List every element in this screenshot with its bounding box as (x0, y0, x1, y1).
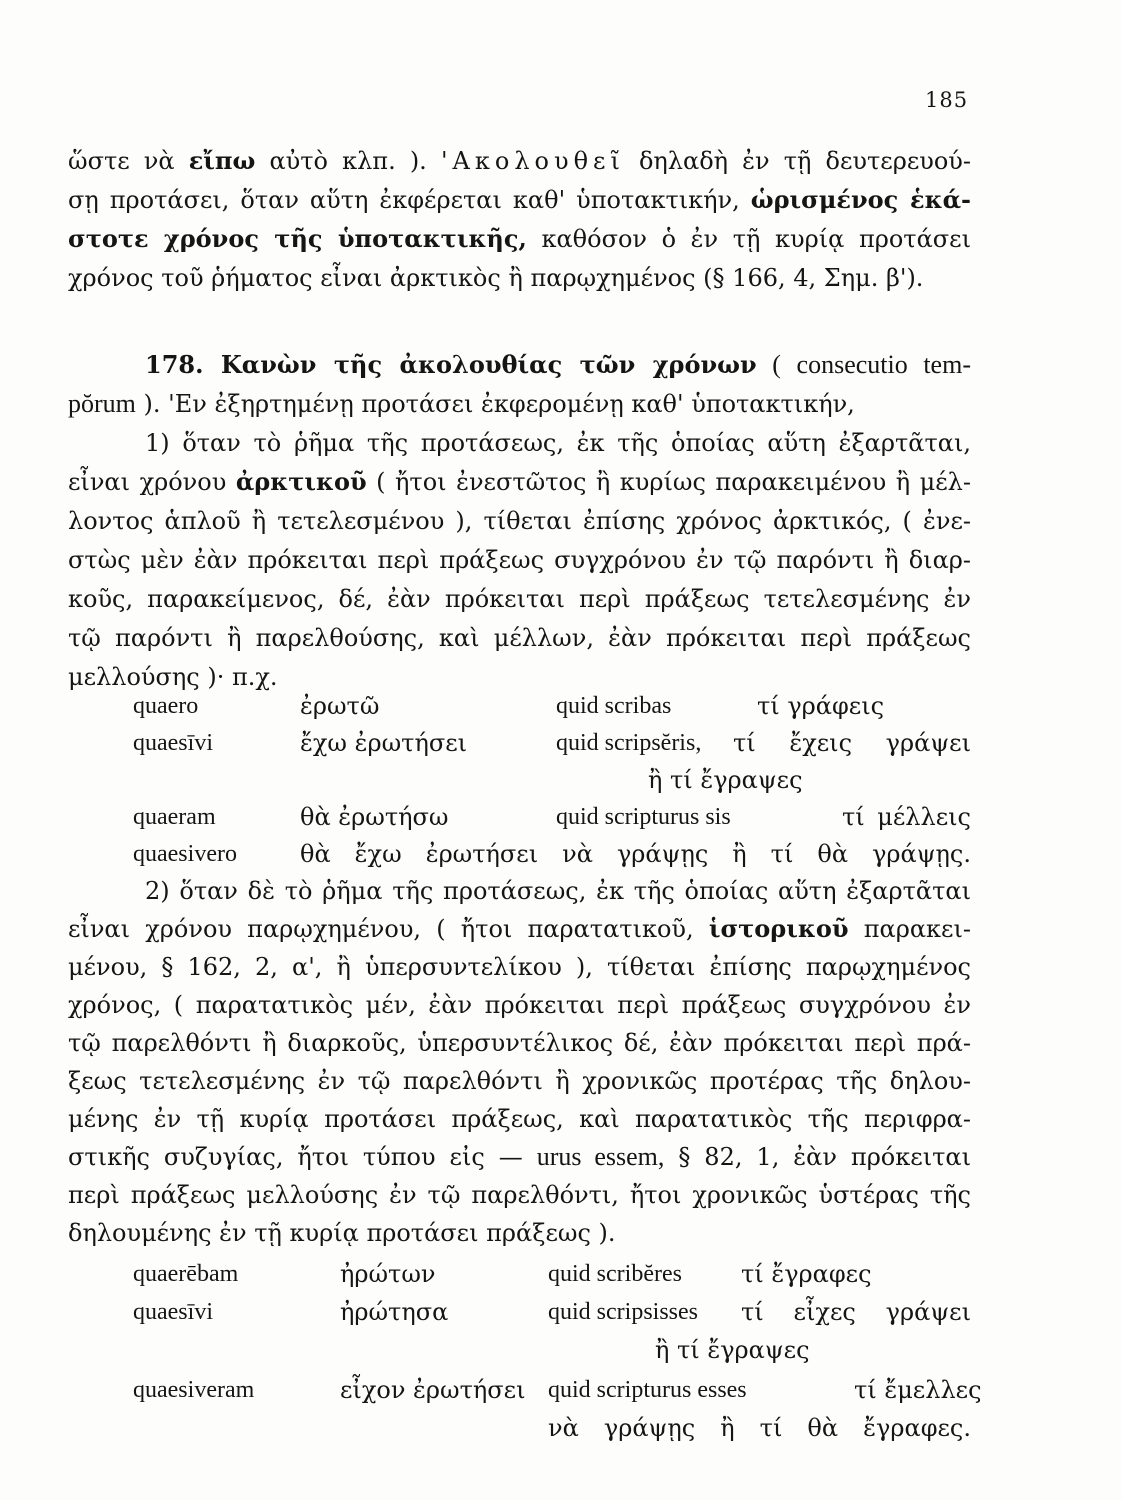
latin-clause: quid scribĕres (548, 1261, 682, 1287)
text-line: τῷ παρόντι ἢ παρελθούσης, καὶ μέλλων, ἐὰν πρόκειται περὶ πράξεως (68, 624, 971, 652)
latin-term: urus essem, (536, 1142, 665, 1171)
text-line (68, 913, 971, 945)
text-line: χρόνος, ( παρατατικὸς μέν, ἐὰν πρόκειται περὶ πράξεως συγχρόνου ἐν (68, 991, 971, 1019)
latin-verb: quaeram (133, 804, 216, 830)
text-line: ξεως τετελεσμένης ἐν τῷ παρελθόντι ἢ χρονικῶς προτέρας τῆς δηλου- (68, 1067, 971, 1095)
text-line: δηλουμένης ἐν τῇ κυρίᾳ προτάσει πράξεως ). (68, 1219, 616, 1247)
text-line (68, 388, 971, 420)
latin-clause: quid scribas (556, 693, 672, 719)
text-line (68, 223, 971, 255)
text-line (68, 145, 971, 177)
latin-term: ( consecutio tem- (756, 350, 971, 379)
latin-clause: quid scripsĕris, (556, 730, 702, 756)
text-line: τῷ παρελθόντι ἢ διαρκοῦς, ὑπερσυντέλικος δέ, ἐὰν πρόκειται περὶ πρά- (68, 1029, 971, 1057)
greek-clause: τί ἔγραφες (741, 1260, 872, 1288)
latin-clause: quid scripsisses (548, 1299, 698, 1325)
section-title: 178. Κανὼν τῆς ἀκολουθίας τῶν χρόνων (145, 350, 757, 379)
text-line: χρόνος τοῦ ῥήματος εἶναι ἀρκτικὸς ἢ παρῳχημένος (§ 166, 4, Σημ. β'). (68, 264, 924, 292)
latin-verb: quaesīvi (133, 1299, 213, 1325)
text-line (68, 466, 971, 498)
latin-verb: quaesivero (133, 841, 237, 867)
latin-verb: quaesiveram (133, 1377, 255, 1403)
text-span: εἶναι χρόνου παρῳχημένου, ( ἤτοι παρατατικοῦ, (68, 915, 709, 943)
section-heading (145, 349, 971, 381)
greek-verb: θὰ ἐρωτήσω (300, 803, 449, 831)
text-span: δηλαδὴ ἐν τῇ δευτερευού- (624, 147, 971, 175)
latin-verb: quaero (133, 693, 199, 719)
text-line: περὶ πράξεως μελλούσης ἐν τῷ παρελθόντι, ἤτοι χρονικῶς ὑστέρας τῆς (68, 1181, 971, 1209)
latin-term: pŏrum (68, 389, 136, 418)
greek-verb: ἐρωτῶ (300, 692, 380, 720)
latin-clause: quid scripturus sis (556, 804, 731, 830)
spaced-term: 'Ακολουθεῖ (440, 147, 625, 175)
latin-clause: quid scripturus esses (548, 1377, 747, 1403)
text-line: μένης ἐν τῇ κυρίᾳ προτάσει πράξεως, καὶ παρατατικὸς τῆς περιφρα- (68, 1105, 971, 1133)
text-line: κοῦς, παρακείμενος, δέ, ἐὰν πρόκειται περὶ πράξεως τετελεσμένης ἐν (68, 585, 971, 613)
greek-verb: ἔχω ἐρωτήσει (300, 729, 468, 757)
text-span: σῃ προτάσει, ὅταν αὕτη ἐκφέρεται καθ' ὑποτακτικήν, (68, 186, 751, 214)
text-line: στὼς μὲν ἐὰν πρόκειται περὶ πράξεως συγχρόνου ἐν τῷ παρόντι ἢ διαρ- (68, 546, 971, 574)
text-line (68, 1141, 971, 1173)
bold-term: στοτε χρόνος τῆς ὑποτακτικῆς, (68, 224, 527, 253)
bold-term: ὡρισμένος ἑκά- (750, 185, 971, 214)
greek-clause: τί εἶχες γράψει (741, 1298, 971, 1326)
greek-continuation: νὰ γράψῃς ἢ τί θὰ ἔγραφες. (548, 1414, 971, 1442)
text-span: παρακει- (848, 915, 971, 943)
text-span: εἶναι χρόνου (68, 468, 236, 496)
greek-verb: εἶχον ἐρωτήσει (340, 1376, 526, 1404)
latin-verb: quaesīvi (133, 730, 213, 756)
greek-clause: τί μέλλεις (842, 803, 971, 831)
text-span: καθόσον ὁ ἐν τῇ κυρίᾳ προτάσει (526, 225, 971, 253)
text-line: μένου, § 162, 2, α', ἢ ὑπερσυντελίκου ), τίθεται ἐπίσης παρῳχημένος (68, 953, 971, 981)
text-span: ὥστε νὰ (68, 147, 189, 175)
greek-verb: θὰ ἔχω ἐρωτήσει νὰ γράψῃς ἢ τί θὰ γράψῃς. (300, 840, 971, 868)
bold-term: εἴπω (188, 146, 256, 175)
text-span: στικῆς συζυγίας, ἤτοι τύπου εἰς — (68, 1143, 537, 1171)
greek-continuation: ἢ τί ἔγραψες (648, 766, 803, 794)
text-span: ( ἤτοι ἐνεστῶτος ἢ κυρίως παρακειμένου ἢ μέλ- (366, 468, 971, 496)
greek-continuation: ἢ τί ἔγραψες (655, 1336, 810, 1364)
page-number: 185 (925, 88, 969, 112)
text-line: 2) ὅταν δὲ τὸ ῥῆμα τῆς προτάσεως, ἐκ τῆς ὁποίας αὕτη ἐξαρτᾶται (145, 877, 971, 905)
text-line: μελλούσης )· π.χ. (68, 663, 278, 691)
bold-term: ἱστορικοῦ (708, 914, 849, 943)
greek-clause: τί ἔχεις γράψει (733, 729, 971, 757)
latin-verb: quaerēbam (133, 1261, 239, 1287)
text-line (68, 184, 971, 216)
greek-clause: τί ἔμελλες (854, 1376, 982, 1404)
text-span: § 82, 1, ἐὰν πρόκειται (664, 1143, 971, 1171)
greek-verb: ἠρώτησα (340, 1298, 449, 1326)
text-line: 1) ὅταν τὸ ῥῆμα τῆς προτάσεως, ἐκ τῆς ὁποίας αὕτη ἐξαρτᾶται, (145, 429, 971, 457)
text-line: λοντος ἁπλοῦ ἢ τετελεσμένου ), τίθεται ἐπίσης χρόνος ἀρκτικός, ( ἐνε- (68, 507, 971, 535)
text-span: αὐτὸ κλπ. ). (255, 147, 441, 175)
greek-verb: ἠρώτων (340, 1260, 436, 1288)
bold-term: ἀρκτικοῦ (235, 467, 367, 496)
greek-clause: τί γράφεις (757, 692, 885, 720)
text-span: ). 'Εν ἐξηρτημένῃ προτάσει ἐκφερομένῃ καθ' ὑποτακτικήν, (135, 390, 855, 418)
